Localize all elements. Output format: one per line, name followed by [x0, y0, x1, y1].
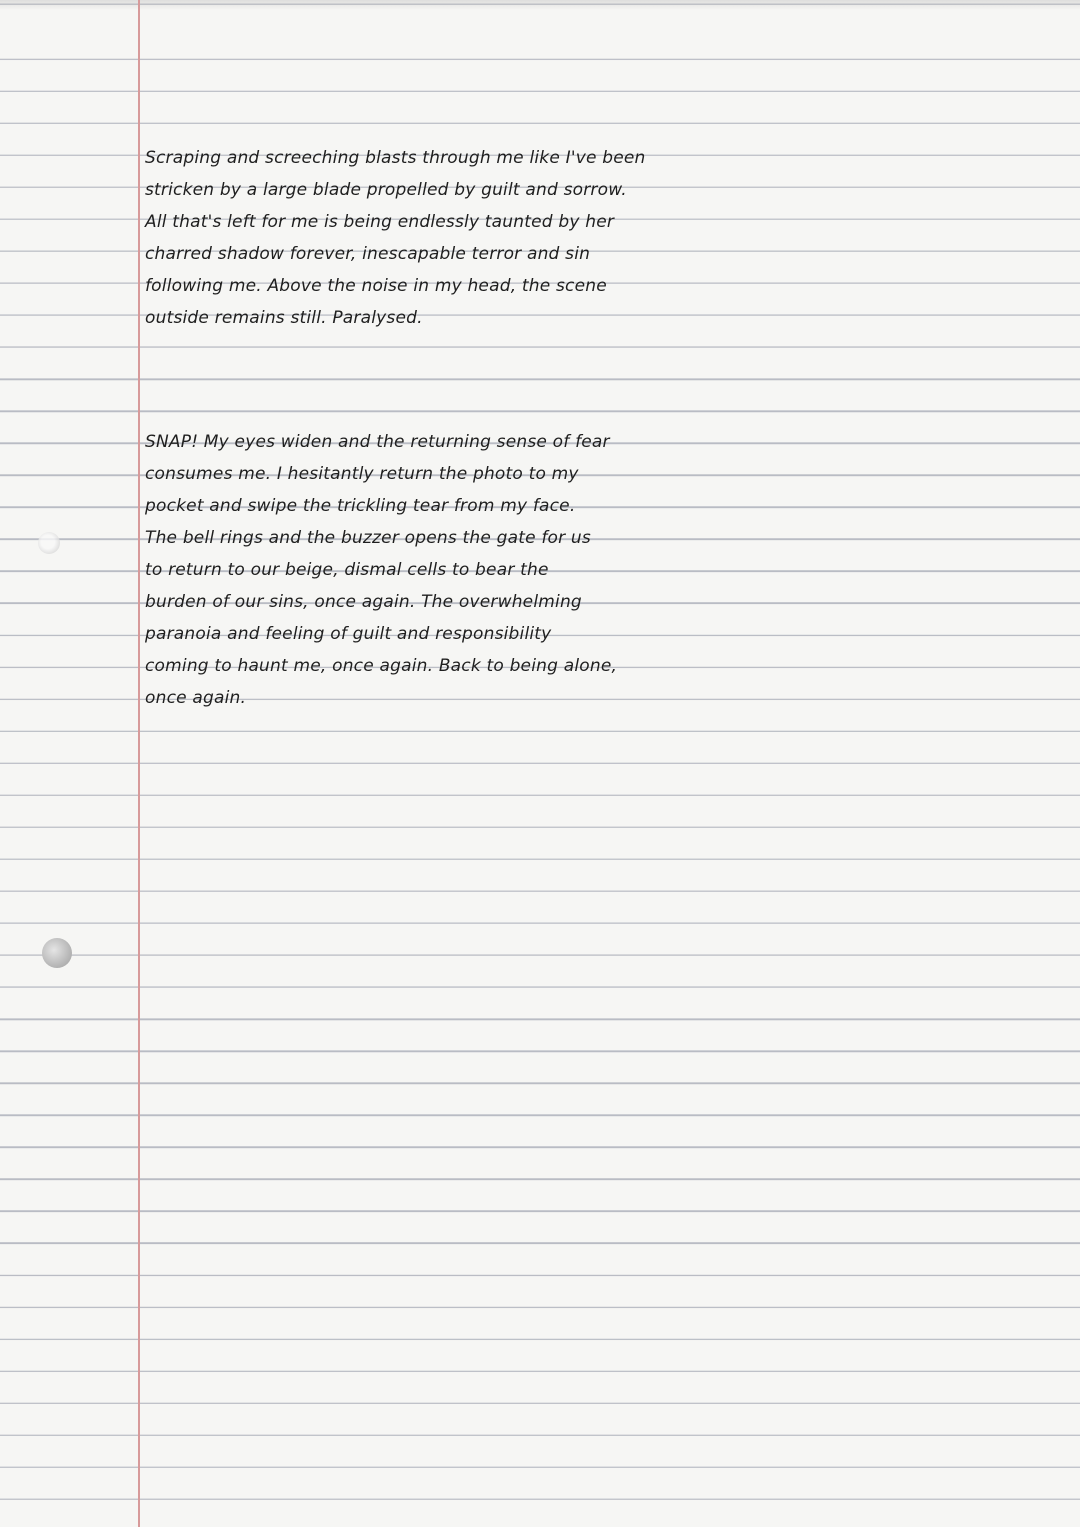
punch-hole-bottom — [42, 938, 72, 968]
text-line: Scraping and screeching blasts through me like I've been — [145, 148, 646, 168]
paragraph-2 — [145, 426, 1045, 714]
text-line: burden of our sins, once again. The overwhelming — [145, 592, 582, 612]
text-line: stricken by a large blade propelled by guilt and sorrow. — [145, 180, 627, 200]
paragraph-1 — [145, 142, 1045, 334]
text-line: coming to haunt me, once again. Back to being alone, — [145, 656, 618, 676]
text-line: paranoia and feeling of guilt and responsibility — [145, 624, 552, 644]
text-line: pocket and swipe the trickling tear from my face. — [145, 496, 576, 516]
page-top-shadow — [0, 0, 1080, 10]
text-line: All that's left for me is being endlessly taunted by her — [145, 212, 615, 232]
punch-hole-top — [38, 532, 60, 554]
margin-line — [138, 0, 140, 1527]
text-line: outside remains still. Paralysed. — [145, 308, 423, 328]
text-line: consumes me. I hesitantly return the photo to my — [145, 464, 579, 484]
text-line: to return to our beige, dismal cells to bear the — [145, 560, 549, 580]
text-line: SNAP! My eyes widen and the returning sense of fear — [145, 432, 610, 452]
text-line: The bell rings and the buzzer opens the gate for us — [145, 528, 591, 548]
text-line: following me. Above the noise in my head, the scene — [145, 276, 607, 296]
text-line: charred shadow forever, inescapable terror and sin — [145, 244, 591, 264]
text-line: once again. — [145, 688, 247, 708]
